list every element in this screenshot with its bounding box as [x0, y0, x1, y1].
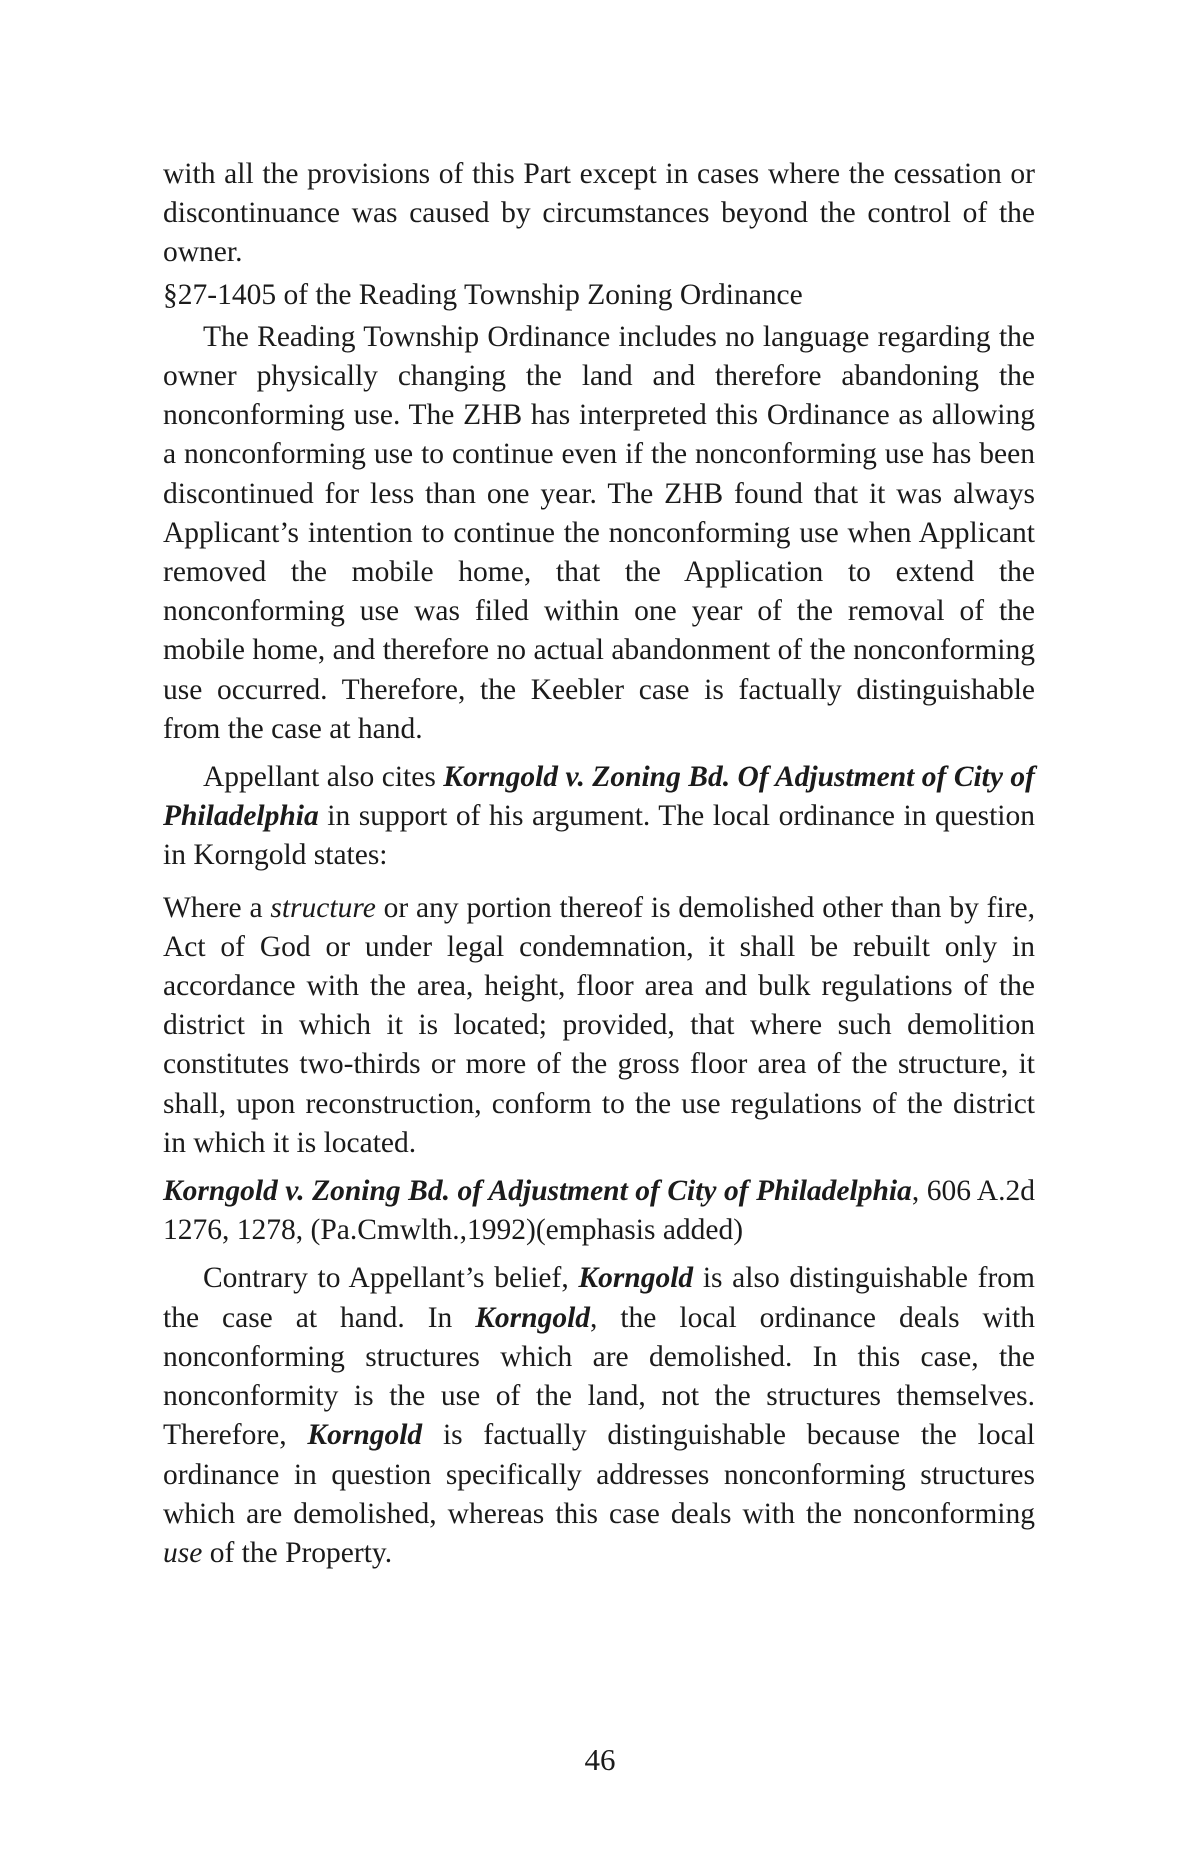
text-run: in support of his argument. The local ordinance in question in Korngold states:: [163, 800, 1035, 872]
text-run: or any portion thereof is demolished other than by fire, Act of God or under legal condemnation, it shall be rebuilt only in accordance with the area, height, floor area and bulk regulations of the district in which it is located; provided, that where such demolition constitutes two-thirds or more of the gross floor area of the structure, it shall, upon reconstruction, conform to the use regulations of the district in which it is located.: [163, 891, 1035, 1159]
paragraph-ordinance-analysis: The Reading Township Ordinance includes no language regarding the owner physically changing the land and therefore abandoning the nonconforming use. The ZHB has interpreted this Ordinance as allowing a nonconforming use to continue even if the nonconforming use has been discontinued for less than one year. The ZHB found that it was always Applicant’s intention to continue the nonconforming use when Applicant removed the mobile home, that the Application to extend the nonconforming use was filed within one year of the removal of the mobile home, and therefore no actual abandonment of the nonconforming use occurred. Therefore, the Keebler case is factually distinguishable from the case at hand.: [163, 320, 1035, 745]
case-name: Korngold v. Zoning Bd. Of Adjustment of City of Philadelphia: [163, 761, 1035, 833]
text-run: , the local ordinance deals with nonconforming structures which are demolished. In this case, the nonconformity is the use of the land, not the structures themselves. Therefore,: [163, 1301, 1035, 1452]
text-run: Where a: [163, 891, 271, 924]
case-name: Korngold: [578, 1262, 694, 1295]
case-name: Korngold v. Zoning Bd. of Adjustment of City of Philadelphia: [163, 1175, 912, 1208]
quote-citation: §27-1405 of the Reading Township Zoning Ordinance: [163, 278, 803, 311]
text-run: is also distinguishable from the case at hand. In: [163, 1262, 1035, 1334]
text-run: of the Property.: [202, 1536, 393, 1569]
text-run: Appellant also cites: [203, 761, 444, 794]
page-body: [163, 155, 1035, 1573]
text-run: is factually distinguishable because the local ordinance in question specifically addresses nonconforming structures which are demolished, whereas this case deals with the nonconforming: [163, 1419, 1035, 1530]
korngold-block-quote: [163, 889, 1035, 1163]
citation-reference: , 606 A.2d 1276, 1278, (Pa.Cmwlth.,1992)(emphasis added): [163, 1175, 1035, 1247]
paragraph-korngold-distinguished: [163, 1259, 1035, 1573]
continued-block-quote: with all the provisions of this Part except in cases where the cessation or discontinuance was caused by circumstances beyond the control of the owner.: [163, 158, 1035, 269]
text-run: Contrary to Appellant’s belief,: [203, 1262, 579, 1295]
korngold-citation: [163, 1172, 1035, 1250]
page-number: 46: [584, 1742, 616, 1777]
paragraph-korngold-intro: [163, 758, 1035, 876]
emphasis-text: structure: [270, 891, 376, 924]
case-name: Korngold: [475, 1301, 591, 1334]
emphasis-text: use: [163, 1536, 203, 1569]
case-name: Korngold: [307, 1419, 423, 1452]
